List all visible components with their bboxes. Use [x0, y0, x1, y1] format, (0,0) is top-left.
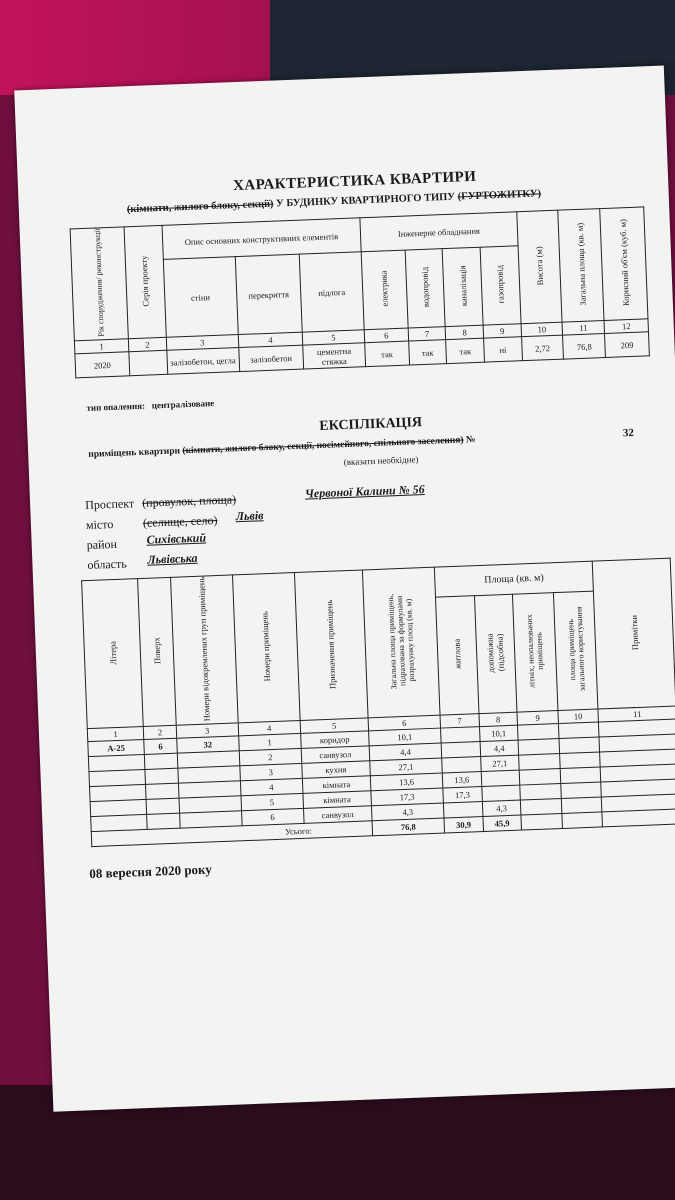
- char-numbers-row: 1 2 3 4 5 6 7 8 9 10 11 12: [74, 319, 648, 354]
- explication-table: [81, 558, 675, 847]
- explication-line: приміщень квартири (кімнати, жилого блоку, секції, посімейного, спільного заселення) №: [88, 435, 476, 460]
- col-summer: літніх, неопалюваних приміщень: [513, 592, 558, 712]
- district-value: Сихівський: [146, 530, 207, 547]
- col-floors: перекриття: [235, 254, 302, 334]
- heating-label: тип опалення:: [86, 400, 146, 413]
- district-label: район: [86, 536, 118, 553]
- table-row: 6 санвузол 4,3 4,3: [91, 794, 675, 832]
- explication-hint: (вказати необхідне): [343, 454, 419, 468]
- heating-line: [86, 398, 214, 413]
- table-row: А-25 6 32 1 коридор 10,1 10,1: [88, 719, 675, 757]
- col-purpose: Призначення приміщень: [294, 570, 368, 720]
- col-notes: Примітки: [593, 558, 675, 709]
- document-page: [14, 66, 675, 1112]
- prospect-label: Проспект: [84, 496, 135, 513]
- expl-numbers-row: 1 2 3 4 5 6 7 8 9 10 11: [87, 706, 675, 742]
- col-electric: електрика: [361, 250, 408, 330]
- subtitle-struck: (кімнати, жилого блоку, секції): [126, 198, 274, 216]
- apartment-number: 32: [622, 426, 635, 440]
- col-total-area: Загальна площа (кв. м): [558, 209, 604, 323]
- col-rooms: Номери приміщень: [232, 573, 300, 723]
- total-label: Усього:: [91, 820, 372, 846]
- col-litera: Літера: [82, 579, 144, 729]
- table-row: 4 кімната 13,6 13,6: [90, 764, 675, 802]
- table-row: 3 кухня 27,1 27,1: [89, 749, 675, 787]
- table-row: 2 санвузол 4,4 4,4: [88, 734, 675, 772]
- col-height: Висота (м): [516, 210, 562, 324]
- doc-title: ХАРАКТЕРИСТИКА КВАРТИРИ: [232, 168, 477, 195]
- col-common: площа приміщень загального користування: [553, 591, 598, 711]
- col-gas: газопровід: [480, 246, 521, 325]
- col-water: водопровід: [405, 249, 446, 328]
- heating-value: централізоване: [151, 398, 215, 411]
- total-living-value: 30,9: [444, 816, 483, 832]
- street-value: Червоної Калини № 56: [304, 482, 425, 501]
- total-aux-value: 45,9: [483, 815, 522, 831]
- subtitle-text: У БУДИНКУ КВАРТИРНОГО ТИПУ: [275, 191, 456, 210]
- col-storey: Поверх: [138, 577, 176, 726]
- char-data-row: 2020 залізобетон, цегла залізобетон цементна стяжка так так так ні 2,72 76,8 209: [75, 332, 649, 378]
- col-sewer: каналізація: [443, 247, 484, 326]
- col-area: Площа (кв. м): [434, 561, 593, 597]
- region-value: Львівська: [147, 550, 198, 567]
- doc-subtitle: [127, 188, 541, 215]
- city-label: місто: [85, 516, 114, 533]
- col-total: Загальна площа приміщень, підрахована за формулами розрахунку площ (кв. м): [362, 567, 440, 717]
- col-aux: допоміжна (підсобна): [474, 594, 517, 714]
- col-engineering: Інженерне обладнання: [360, 212, 518, 252]
- col-series: Серія проекту: [124, 225, 166, 338]
- city-struck: (селище, село): [142, 512, 218, 530]
- col-walls: стіни: [163, 257, 238, 338]
- col-construct: Опис основних конструктивних елементів: [162, 218, 362, 260]
- explication-title: ЕКСПЛІКАЦІЯ: [319, 415, 423, 435]
- total-area-value: 76,8: [372, 818, 445, 836]
- col-volume: Корисний об'єм (куб. м): [600, 207, 648, 321]
- prospect-struck: (провулок, площа): [141, 492, 237, 510]
- table-row: 5 кімната 17,3 17,3: [90, 779, 675, 817]
- col-year: Рік спорудження/ реконструкції: [70, 227, 128, 341]
- region-label: область: [87, 556, 127, 573]
- subtitle-struck-2: (ГУРТОЖИТКУ): [457, 188, 542, 203]
- characteristics-table: [70, 206, 650, 378]
- col-floor: підлога: [299, 252, 364, 332]
- city-value: Львів: [235, 508, 264, 524]
- col-groups: Номери відокремлених груп приміщень: [170, 575, 238, 725]
- col-living: житлова: [436, 595, 479, 715]
- document-date: 08 вересня 2020 року: [89, 861, 213, 882]
